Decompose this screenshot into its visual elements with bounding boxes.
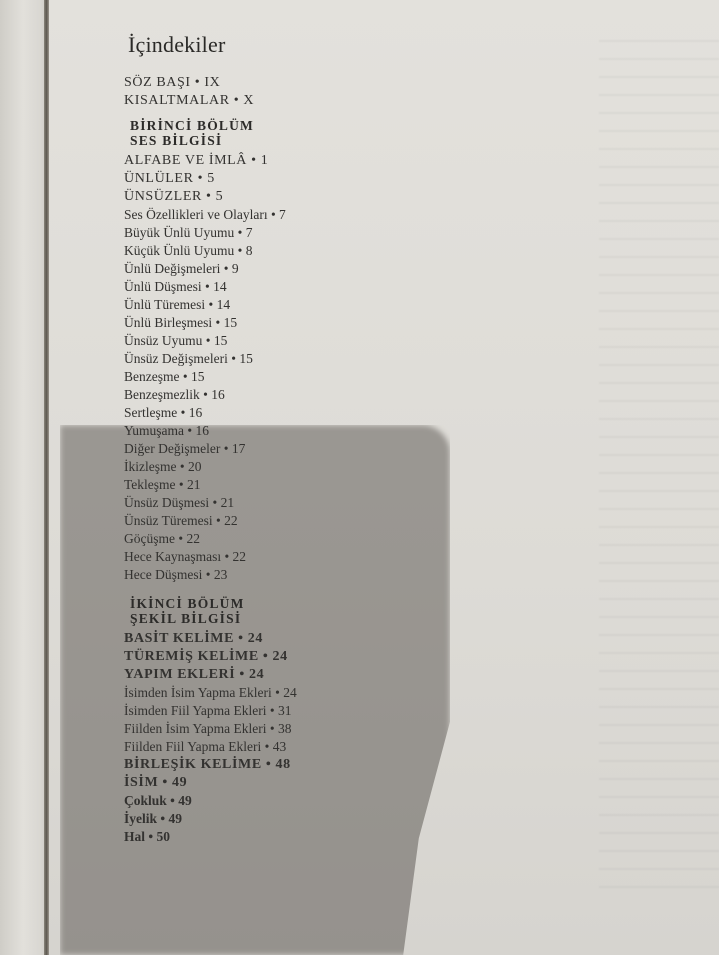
toc-entry: Çokluk • 49 [124, 793, 192, 808]
toc-entry: Tekleşme • 21 [124, 477, 201, 492]
toc-entry: Hal • 50 [124, 829, 170, 844]
toc-entry: Benzeşmezlik • 16 [124, 387, 225, 402]
toc-entry: Ses Özellikleri ve Olayları • 7 [124, 207, 286, 222]
toc-title: İçindekiler [128, 32, 226, 57]
toc-entry: Diğer Değişmeler • 17 [124, 441, 246, 456]
toc-entry: Ünlü Düşmesi • 14 [124, 279, 227, 294]
part-subheading: SES BİLGİSİ [130, 133, 223, 148]
toc-entry: ÜNSÜZLER • 5 [124, 189, 224, 204]
part-heading: BİRİNCİ BÖLÜM [130, 118, 254, 133]
toc-entry: Ünsüz Düşmesi • 21 [124, 495, 235, 510]
toc-entry: Ünlü Türemesi • 14 [124, 297, 231, 312]
part-heading: İKİNCİ BÖLÜM [130, 596, 245, 611]
toc-entry: Hece Düşmesi • 23 [124, 567, 228, 582]
part-subheading: ŞEKİL BİLGİSİ [130, 611, 242, 626]
part-two [118, 596, 438, 846]
front-matter [118, 74, 438, 110]
toc-entry: BİRLEŞİK KELİME • 48 [124, 757, 291, 772]
toc-entry: BASİT KELİME • 24 [124, 631, 263, 646]
toc-entry: YAPIM EKLERİ • 24 [124, 667, 265, 682]
toc-entry: Ünsüz Türemesi • 22 [124, 513, 238, 528]
bleed-through-text [599, 40, 719, 900]
toc-entry: Küçük Ünlü Uyumu • 8 [124, 243, 253, 258]
toc-entry: Hece Kaynaşması • 22 [124, 549, 247, 564]
toc-entry: Ünlü Değişmeleri • 9 [124, 261, 239, 276]
toc-entry: TÜREMİŞ KELİME • 24 [124, 649, 288, 664]
toc-entry: Fiilden Fiil Yapma Ekleri • 43 [124, 739, 287, 754]
toc-entry: Sertleşme • 16 [124, 405, 203, 420]
toc-entry: Göçüşme • 22 [124, 531, 200, 546]
toc-entry: İkizleşme • 20 [124, 459, 202, 474]
toc-entry: Fiilden İsim Yapma Ekleri • 38 [124, 721, 292, 736]
toc-entry: Yumuşama • 16 [124, 423, 209, 438]
toc-entry: KISALTMALAR • X [124, 93, 255, 108]
table-of-contents [118, 32, 438, 854]
toc-entry: Büyük Ünlü Uyumu • 7 [124, 225, 253, 240]
toc-entry: Ünsüz Değişmeleri • 15 [124, 351, 253, 366]
toc-entry: Ünlü Birleşmesi • 15 [124, 315, 238, 330]
toc-entry: İyelik • 49 [124, 811, 182, 826]
toc-entry: Ünsüz Uyumu • 15 [124, 333, 228, 348]
toc-entry: ALFABE VE İMLÂ • 1 [124, 153, 269, 168]
toc-entry: ÜNLÜLER • 5 [124, 171, 215, 186]
toc-entry: Benzeşme • 15 [124, 369, 205, 384]
part-one [118, 118, 438, 584]
toc-entry: SÖZ BAŞI • IX [124, 75, 221, 90]
toc-entry: İsimden İsim Yapma Ekleri • 24 [124, 685, 297, 700]
toc-entry: İsimden Fiil Yapma Ekleri • 31 [124, 703, 292, 718]
toc-entry: İSİM • 49 [124, 775, 188, 790]
